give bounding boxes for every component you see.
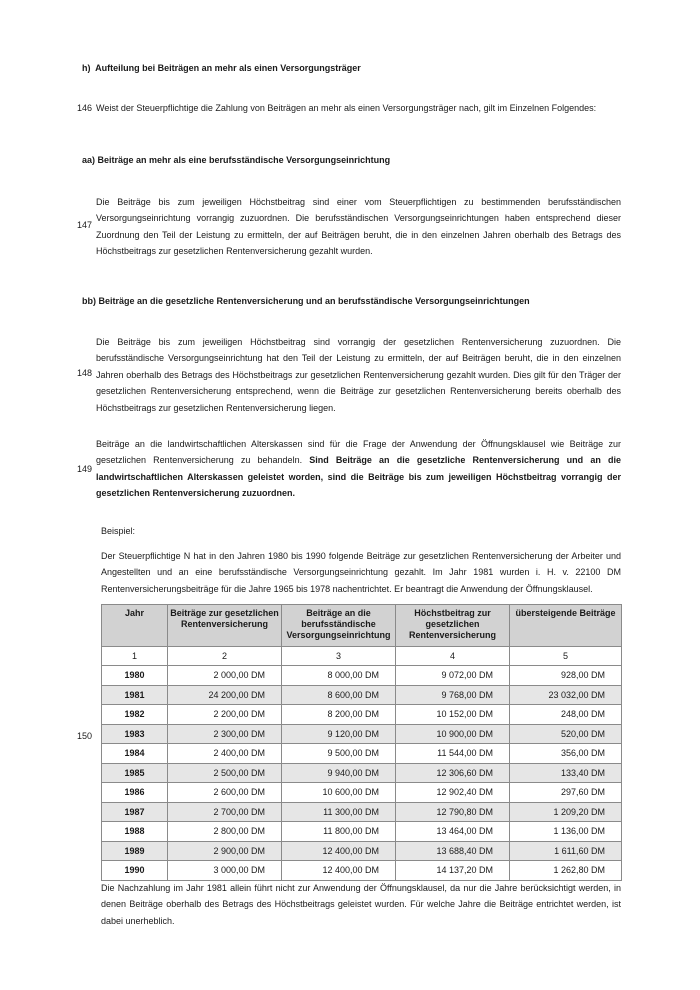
table-row (102, 783, 622, 803)
table-header-row (102, 605, 622, 647)
margin-number-146: 146 (77, 103, 93, 113)
margin-number-150: 150 (77, 731, 93, 741)
section-heading-h: h) Aufteilung bei Beiträgen an mehr als einen Versorgungsträger (82, 63, 361, 73)
margin-number-148: 148 (77, 368, 93, 378)
header-gesetzliche-rv: Beiträge zur gesetzlichen Rentenversicherung (168, 605, 282, 647)
amount-cell: 2 500,00 DM (168, 763, 282, 783)
table-row (102, 802, 622, 822)
amount-cell: 248,00 DM (510, 705, 622, 725)
amount-cell: 2 400,00 DM (168, 744, 282, 764)
year-cell: 1987 (102, 802, 168, 822)
amount-cell: 133,40 DM (510, 763, 622, 783)
conclusion-text: Die Nachzahlung im Jahr 1981 allein führt nicht zur Anwendung der Öffnungsklausel, da nur die Jahre berücksichtigt werden, in denen Beiträge oberhalb des Betrags des Höchstbeitrags geleistet wurden. Für welche Jahre die Beiträge entrichtet werden, ist dabei unerheblich. (101, 883, 621, 926)
amount-cell: 10 900,00 DM (396, 724, 510, 744)
amount-cell: 356,00 DM (510, 744, 622, 764)
amount-cell: 12 902,40 DM (396, 783, 510, 803)
amount-cell: 9 500,00 DM (282, 744, 396, 764)
column-number-row (102, 647, 622, 666)
paragraph-149-plain: Beiträge an die landwirtschaftlichen Alterskassen sind für die Frage der Anwendung der Öffnungsklausel wie Beiträge zur gesetzlichen Rentenversicherung zu behandeln. (96, 439, 621, 466)
column-number: 5 (510, 647, 622, 666)
amount-cell: 10 600,00 DM (282, 783, 396, 803)
amount-cell: 1 262,80 DM (510, 861, 622, 881)
amount-cell: 11 544,00 DM (396, 744, 510, 764)
amount-cell: 8 000,00 DM (282, 666, 396, 686)
year-cell: 1988 (102, 822, 168, 842)
amount-cell: 2 900,00 DM (168, 841, 282, 861)
amount-cell: 9 072,00 DM (396, 666, 510, 686)
section-heading-aa: aa) Beiträge an mehr als eine berufsständische Versorgungseinrichtung (82, 155, 391, 165)
amount-cell: 12 400,00 DM (282, 861, 396, 881)
amount-cell: 2 300,00 DM (168, 724, 282, 744)
amount-cell: 3 000,00 DM (168, 861, 282, 881)
year-cell: 1986 (102, 783, 168, 803)
column-number: 3 (282, 647, 396, 666)
paragraph-146: Weist der Steuerpflichtige die Zahlung von Beiträgen an mehr als einen Versorgungsträger nach, gilt im Einzelnen Folgendes: (96, 103, 597, 113)
margin-number-147: 147 (77, 220, 93, 230)
table-row (102, 705, 622, 725)
header-hoechstbeitrag: Höchstbeitrag zur gesetzlichen Rentenversicherung (396, 605, 510, 647)
amount-cell: 11 800,00 DM (282, 822, 396, 842)
table-row (102, 822, 622, 842)
amount-cell: 8 200,00 DM (282, 705, 396, 725)
example-text: Der Steuerpflichtige N hat in den Jahren 1980 bis 1990 folgende Beiträge zur gesetzlichen Rentenversicherung der Arbeiter und Angestellten und an eine berufsständische Versorgungseinrichtung gezahlt. Im Jahr 1981 wurden i. H. v. 22100 DM Rentenversicherungsbeiträge für die Jahre 1965 bis 1978 nachentrichtet. Er beantragt die Anwendung der Öffnungsklausel. (101, 551, 621, 594)
amount-cell: 1 611,60 DM (510, 841, 622, 861)
column-number: 4 (396, 647, 510, 666)
header-berufsstaendisch: Beiträge an die berufsständische Versorgungseinrichtung (282, 605, 396, 647)
example-label: Beispiel: (101, 526, 136, 536)
amount-cell: 1 209,20 DM (510, 802, 622, 822)
table-row (102, 744, 622, 764)
amount-cell: 9 940,00 DM (282, 763, 396, 783)
amount-cell: 23 032,00 DM (510, 685, 622, 705)
year-cell: 1985 (102, 763, 168, 783)
table-row (102, 685, 622, 705)
table-row (102, 861, 622, 881)
paragraph-149 (96, 436, 621, 502)
amount-cell: 2 600,00 DM (168, 783, 282, 803)
paragraph-147: Die Beiträge bis zum jeweiligen Höchstbeitrag sind einer vom Steuerpflichtigen zu bestimmenden berufsständischen Versorgungseinrichtung vorrangig zuzuordnen. Die berufsständischen Versorgungseinrichtungen haben entsprechend dieser Zuordnung den Teil der Leistung zu ermitteln, der auf Beiträgen beruht, die in den einzelnen Jahren oberhalb des Betrags des Höchstbeitrags zur gesetzlichen Rentenversicherung gezahlt wurden. (96, 197, 621, 257)
amount-cell: 928,00 DM (510, 666, 622, 686)
amount-cell: 12 400,00 DM (282, 841, 396, 861)
table-row (102, 666, 622, 686)
table-row (102, 724, 622, 744)
header-jahr: Jahr (102, 605, 168, 647)
year-cell: 1989 (102, 841, 168, 861)
year-cell: 1983 (102, 724, 168, 744)
amount-cell: 12 790,80 DM (396, 802, 510, 822)
table-row (102, 841, 622, 861)
amount-cell: 12 306,60 DM (396, 763, 510, 783)
amount-cell: 2 800,00 DM (168, 822, 282, 842)
amount-cell: 8 600,00 DM (282, 685, 396, 705)
amount-cell: 2 700,00 DM (168, 802, 282, 822)
amount-cell: 297,60 DM (510, 783, 622, 803)
year-cell: 1984 (102, 744, 168, 764)
amount-cell: 9 768,00 DM (396, 685, 510, 705)
amount-cell: 2 200,00 DM (168, 705, 282, 725)
amount-cell: 11 300,00 DM (282, 802, 396, 822)
year-cell: 1981 (102, 685, 168, 705)
header-uebersteigend: übersteigende Beiträge (510, 605, 622, 647)
amount-cell: 24 200,00 DM (168, 685, 282, 705)
paragraph-148: Die Beiträge bis zum jeweiligen Höchstbeitrag sind vorrangig der gesetzlichen Rentenversicherung zuzuordnen. Die berufsständische Versorgungseinrichtung hat den Teil der Leistung zu ermitteln, der auf Beiträgen beruht, die in den einzelnen Jahren oberhalb des Betrags des Höchstbeitrags zur gesetzlichen Rentenversicherung gezahlt wurden. Dies gilt für den Träger der gesetzlichen Rentenversicherung entsprechend, wenn die Beiträge zur gesetzlichen Rentenversicherung bereits oberhalb des Höchstbeitrags zur gesetzlichen Rentenversicherung liegen. (96, 337, 621, 413)
amount-cell: 2 000,00 DM (168, 666, 282, 686)
amount-cell: 520,00 DM (510, 724, 622, 744)
amount-cell: 9 120,00 DM (282, 724, 396, 744)
section-heading-bb: bb) Beiträge an die gesetzliche Rentenversicherung und an berufsständische Versorgungseinrichtungen (82, 296, 530, 306)
contributions-table (101, 604, 622, 881)
column-number: 1 (102, 647, 168, 666)
table-row (102, 763, 622, 783)
amount-cell: 13 464,00 DM (396, 822, 510, 842)
amount-cell: 14 137,20 DM (396, 861, 510, 881)
year-cell: 1982 (102, 705, 168, 725)
paragraph-149-bold: Sind Beiträge an die gesetzliche Rentenversicherung und an die landwirtschaftlichen Alterskassen geleistet worden, sind die Beiträge bis zum jeweiligen Höchstbeitrag vorrangig der gesetzlichen Rentenversicherung zuzuordnen. (96, 455, 621, 499)
year-cell: 1990 (102, 861, 168, 881)
margin-number-149: 149 (77, 464, 93, 474)
amount-cell: 13 688,40 DM (396, 841, 510, 861)
amount-cell: 10 152,00 DM (396, 705, 510, 725)
column-number: 2 (168, 647, 282, 666)
year-cell: 1980 (102, 666, 168, 686)
amount-cell: 1 136,00 DM (510, 822, 622, 842)
